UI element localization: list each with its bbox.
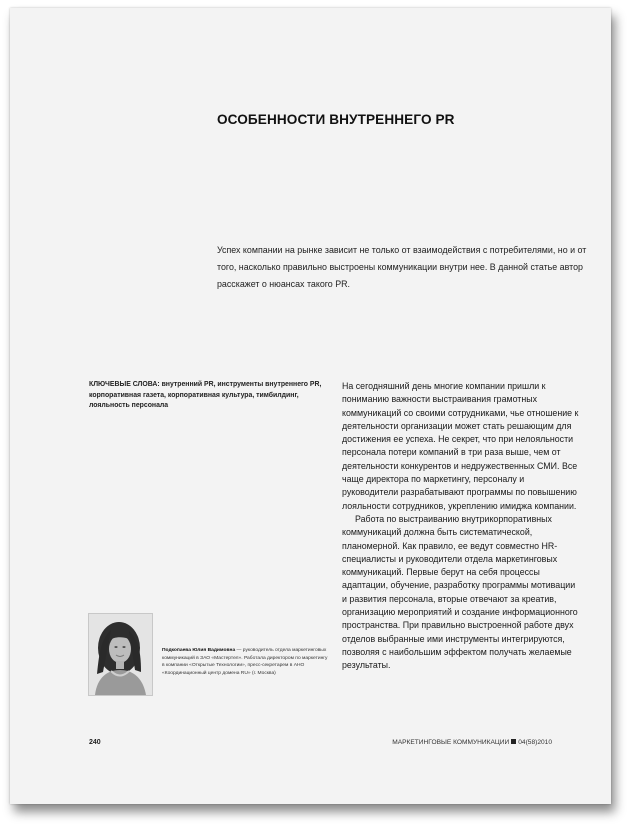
author-portrait-image <box>89 614 152 695</box>
keywords-label: КЛЮЧЕВЫЕ СЛОВА: <box>89 381 160 388</box>
journal-page <box>10 8 611 804</box>
author-bio: — руководитель отдела маркетинговых коммуникаций в ЗАО «Мастертел». Работала директором по маркетингу в компании «Открытые Технологии», пресс-секретарем в АНО «Координационный центр домена RU» (г. Москва) <box>162 648 328 677</box>
journal-name: МАРКЕТИНГОВЫЕ КОММУНИКАЦИИ <box>392 739 510 746</box>
body-paragraph: На сегодняшний день многие компании пришли к пониманию важности выстраивания грамотных коммуникаций со своими сотрудниками, чье отношение к деятельности организации может стать решающим для достижения ее успеха. Не секрет, что при нелояльности персонала потери компаний в три раза выше, чем от деятельности конкурентов и недружественных СМИ. Все чаще директора по маркетингу, персоналу и руководители разрабатывают программы по повышению лояльности сотрудников, укреплению имиджа компании. <box>342 381 579 511</box>
keywords-list: внутренний PR, инструменты внутреннего PR, корпоративная газета, корпоративная культура, тимбилдинг, лояльность персонала <box>89 381 322 409</box>
article-body <box>342 380 582 673</box>
keywords-block <box>89 380 336 412</box>
author-photo <box>88 613 153 696</box>
author-name: Подкопаева Юлия Вадимовна <box>162 648 236 653</box>
page-number: 240 <box>89 739 101 746</box>
square-separator-icon <box>511 739 516 744</box>
author-info <box>162 647 330 678</box>
journal-issue: 04(58)2010 <box>518 739 552 746</box>
article-title: ОСОБЕННОСТИ ВНУТРЕННЕГО PR <box>217 112 455 127</box>
journal-footer <box>392 739 552 746</box>
body-paragraph: Работа по выстраиванию внутрикорпоративных коммуникаций должна быть систематической, планомерной. Как правило, ее ведут совместно HR-специалисты и руководители отдела маркетинговых коммуникаций. Первые берут на себя процессы адаптации, обучение, разработку программы мотивации и развития персонала, вторые отвечают за креатив, организацию мероприятий и создание информационного пространства. При правильно выстроенной работе двух отделов выбранные ими инструменты интегрируются, позволяя с наибольшим эффектом получать желаемые результаты. <box>342 513 578 671</box>
article-lead: Успех компании на рынке зависит не только от взаимодействия с потребителями, но и от того, насколько правильно выстроены коммуникации внутри нее. В данной статье автор расскажет о нюансах такого PR. <box>217 245 587 289</box>
